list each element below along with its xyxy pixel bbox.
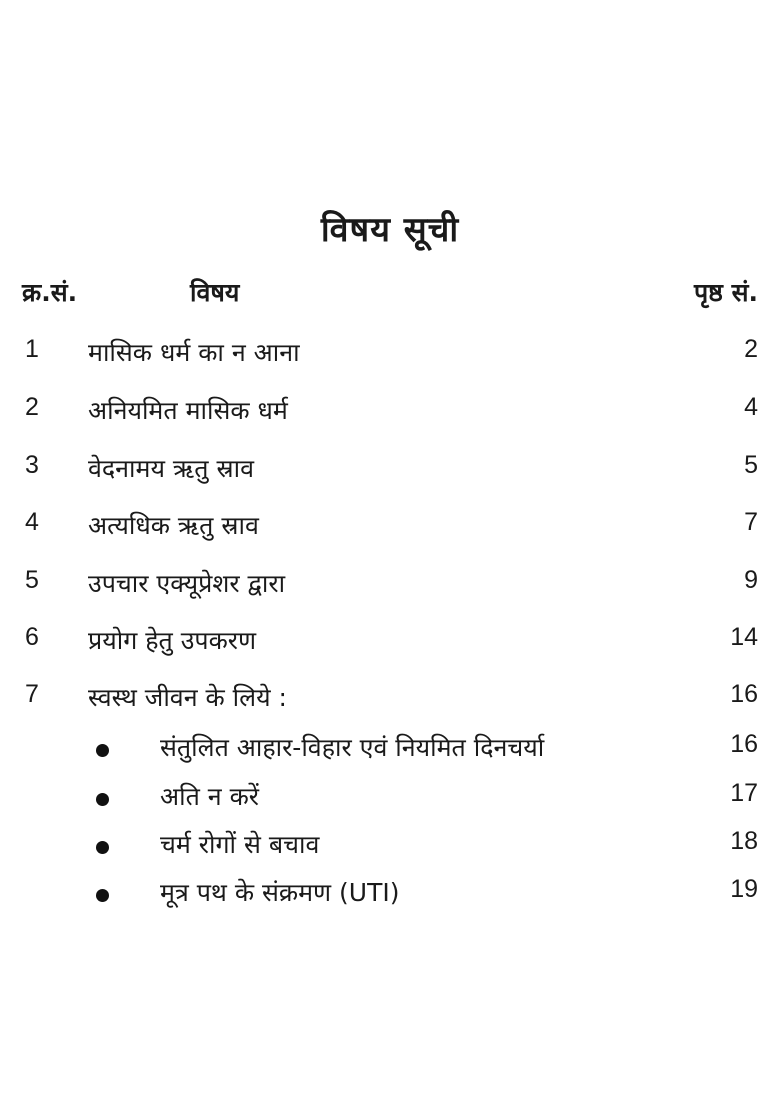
- entry-number: 1: [25, 335, 39, 363]
- entry-page: 7: [744, 508, 758, 536]
- page-title: विषय सूची: [320, 210, 460, 250]
- entry-text: मासिक धर्म का न आना: [88, 338, 300, 367]
- subentry-page: 18: [730, 827, 758, 855]
- toc-entry: [0, 508, 780, 548]
- entry-number: 4: [25, 508, 39, 536]
- subentry-page: 19: [730, 875, 758, 903]
- bullet-icon: [96, 889, 109, 902]
- toc-subentry: [0, 827, 780, 867]
- header-page: पृष्ठ सं.: [693, 278, 758, 307]
- entry-number: 5: [25, 566, 39, 594]
- entry-text: वेदनामय ऋतु स्राव: [88, 454, 254, 483]
- entry-number: 7: [25, 680, 39, 708]
- toc-entry: [0, 566, 780, 606]
- subentry-page: 16: [730, 730, 758, 758]
- header-serial: क्र.सं.: [22, 278, 78, 307]
- toc-entry: [0, 623, 780, 663]
- entry-text: अत्यधिक ऋतु स्राव: [88, 511, 259, 540]
- entry-page: 14: [730, 623, 758, 651]
- toc-entry: [0, 393, 780, 433]
- toc-subentry: [0, 779, 780, 819]
- entry-page: 16: [730, 680, 758, 708]
- entry-page: 2: [744, 335, 758, 363]
- bullet-icon: [96, 793, 109, 806]
- subentry-text: चर्म रोगों से बचाव: [160, 830, 320, 859]
- toc-entry: [0, 680, 780, 720]
- toc-entry: [0, 451, 780, 491]
- entry-text: उपचार एक्यूप्रेशर द्वारा: [88, 569, 286, 598]
- entry-page: 9: [744, 566, 758, 594]
- toc-entry: [0, 335, 780, 375]
- entry-text: अनियमित मासिक धर्म: [88, 396, 288, 425]
- header-subject: विषय: [190, 278, 240, 307]
- subentry-text: अति न करें: [160, 782, 260, 811]
- entry-text: स्वस्थ जीवन के लिये :: [88, 683, 287, 712]
- bullet-icon: [96, 744, 109, 757]
- toc-subentry: [0, 730, 780, 770]
- subentry-page: 17: [730, 779, 758, 807]
- bullet-icon: [96, 841, 109, 854]
- entry-page: 5: [744, 451, 758, 479]
- subentry-text: संतुलित आहार-विहार एवं नियमित दिनचर्या: [160, 733, 545, 762]
- entry-text: प्रयोग हेतु उपकरण: [88, 626, 257, 655]
- entry-number: 3: [25, 451, 39, 479]
- toc-subentry: [0, 875, 780, 915]
- entry-number: 2: [25, 393, 39, 421]
- entry-number: 6: [25, 623, 39, 651]
- subentry-text: मूत्र पथ के संक्रमण (UTI): [160, 878, 400, 907]
- entry-page: 4: [744, 393, 758, 421]
